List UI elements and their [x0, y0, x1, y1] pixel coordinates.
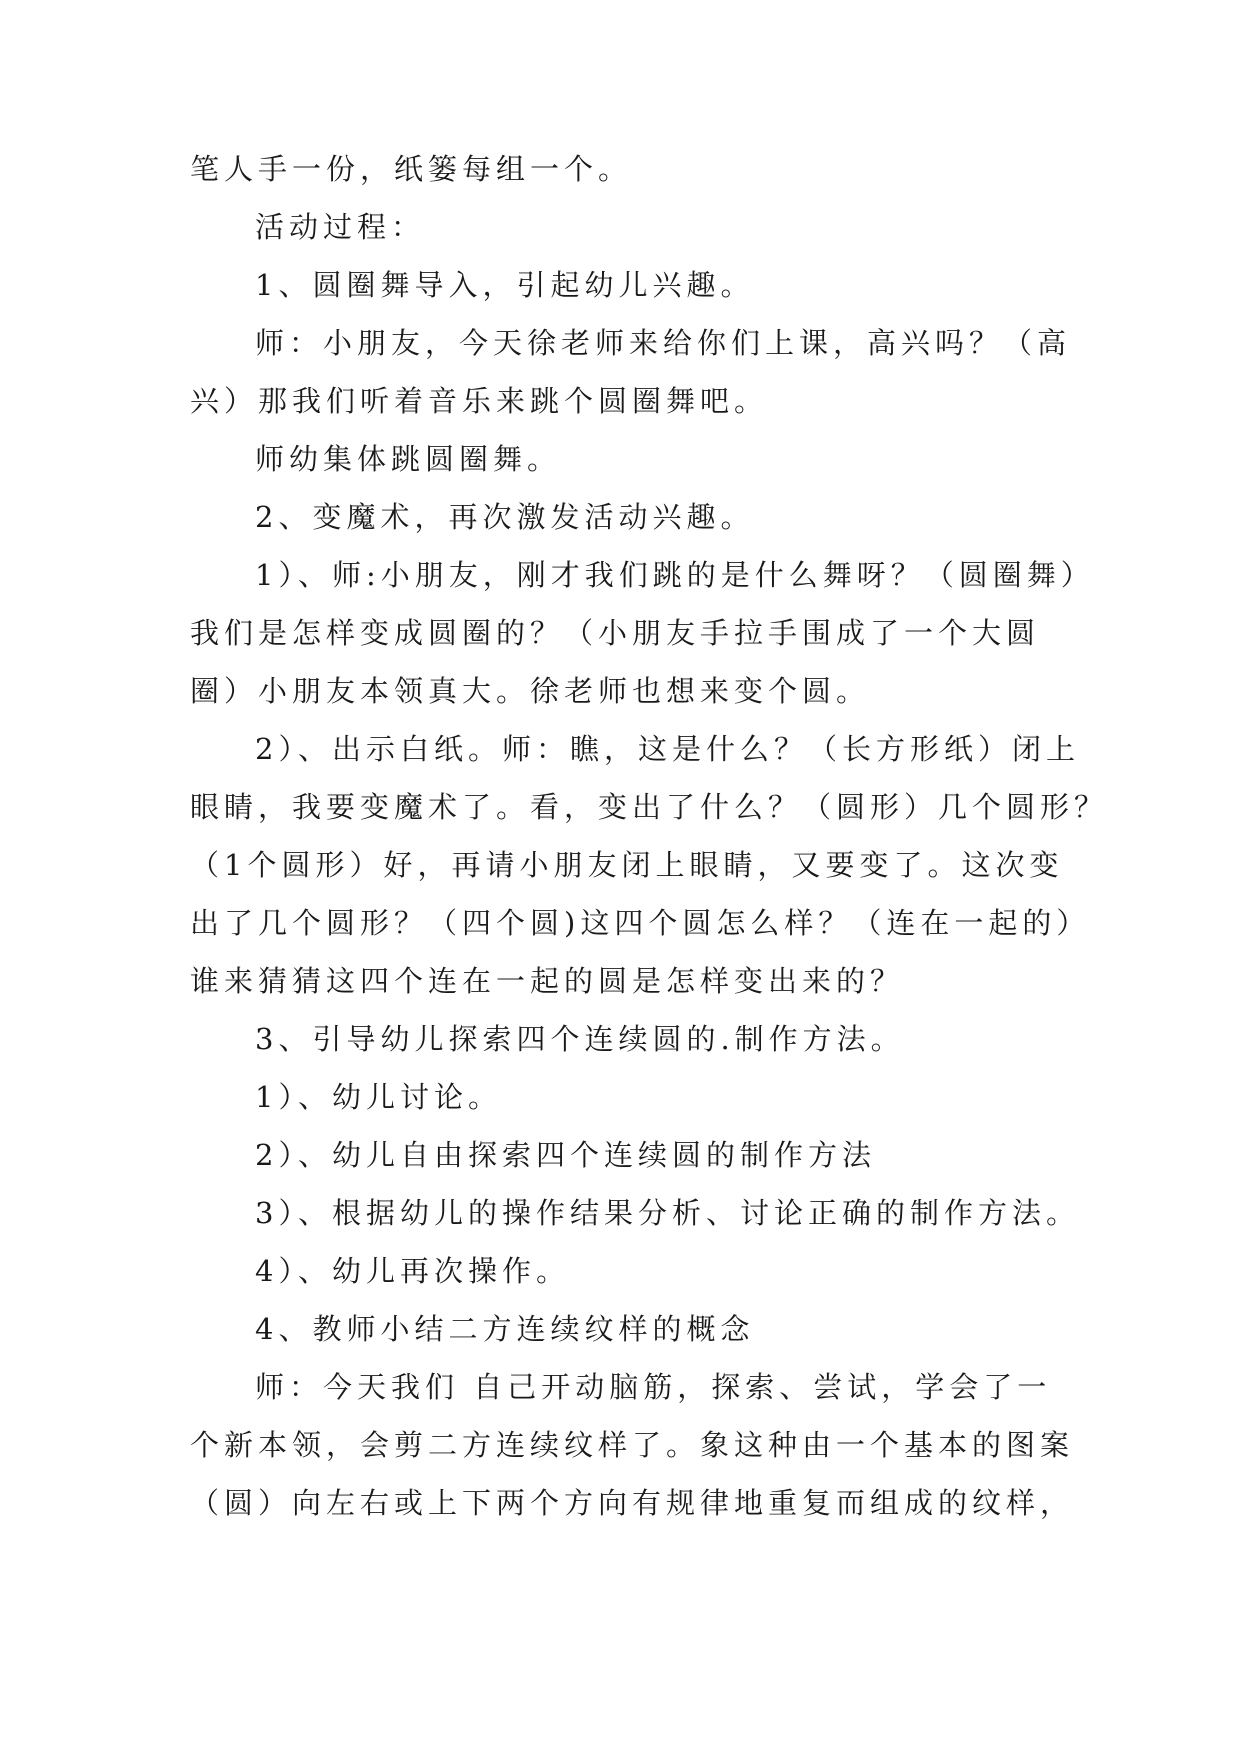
text-line-21: 4、教师小结二方连续纹样的概念 [255, 1312, 755, 1346]
text-line-12: 眼睛，我要变魔术了。看，变出了什么？（圆形）几个圆形？ [190, 790, 1109, 824]
text-line-11: 2）、出示白纸。师：瞧，这是什么？（长方形纸）闭上 [255, 732, 1080, 766]
text-line-19: 3）、根据幼儿的操作结果分析、讨论正确的制作方法。 [255, 1196, 1080, 1230]
text-line-2: 活动过程： [255, 210, 426, 244]
text-line-16: 3、引导幼儿探索四个连续圆的.制作方法。 [255, 1022, 905, 1056]
text-line-10: 圈）小朋友本领真大。徐老师也想来变个圆。 [190, 674, 871, 708]
text-line-1: 笔人手一份，纸篓每组一个。 [190, 152, 633, 186]
text-line-13: （1个圆形）好，再请小朋友闭上眼睛，又要变了。这次变 [190, 848, 1064, 882]
text-line-24: （圆）向左右或上下两个方向有规律地重复而组成的纹样， [190, 1486, 1075, 1520]
text-line-6: 师幼集体跳圆圈舞。 [255, 442, 562, 476]
text-line-3: 1、圆圈舞导入，引起幼儿兴趣。 [255, 268, 755, 302]
text-line-18: 2）、幼儿自由探索四个连续圆的制作方法 [255, 1138, 876, 1172]
text-line-20: 4）、幼儿再次操作。 [255, 1254, 570, 1288]
text-line-8: 1）、师:小朋友，刚才我们跳的是什么舞呀？（圆圈舞） [255, 558, 1095, 592]
text-line-9: 我们是怎样变成圆圈的？（小朋友手拉手围成了一个大圆 [190, 616, 1041, 650]
text-line-5: 兴）那我们听着音乐来跳个圆圈舞吧。 [190, 384, 769, 418]
text-line-4: 师：小朋友，今天徐老师来给你们上课，高兴吗？（高 [255, 326, 1072, 360]
text-line-17: 1）、幼儿讨论。 [255, 1080, 502, 1114]
text-line-23: 个新本领，会剪二方连续纹样了。象这种由一个基本的图案 [190, 1428, 1075, 1462]
text-line-7: 2、变魔术，再次激发活动兴趣。 [255, 500, 755, 534]
text-line-15: 谁来猜猜这四个连在一起的圆是怎样变出来的？ [190, 964, 905, 998]
text-line-22: 师：今天我们 自己开动脑筋，探索、尝试，学会了一 [255, 1370, 1052, 1404]
text-line-14: 出了几个圆形？（四个圆)这四个圆怎么样？（连在一起的） [190, 906, 1091, 940]
